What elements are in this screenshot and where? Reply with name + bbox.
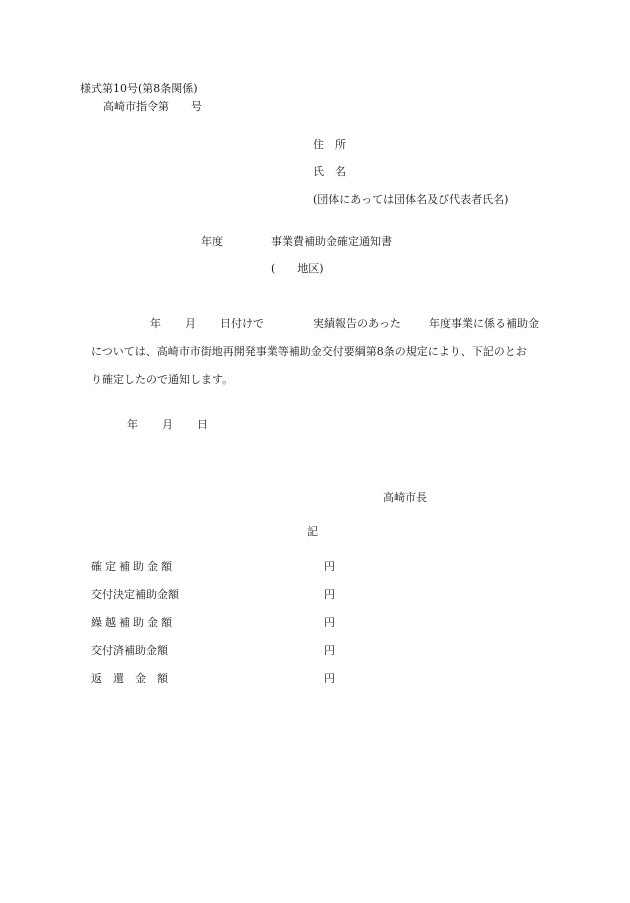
item-confirmed-amount-unit: 円 [324, 560, 335, 573]
item-refund-amount-unit: 円 [324, 672, 335, 685]
ki-heading: 記 [307, 525, 318, 538]
body-line2: については、高崎市市街地再開発事業等補助金交付要綱第8条の規定により、下記のとお [91, 345, 527, 358]
body-year: 年 [150, 317, 161, 330]
body-date: 日付けで [220, 317, 264, 330]
item-confirmed-amount-label: 確定補助金額 [91, 560, 175, 573]
form-number: 様式第10号(第8条関係) [80, 82, 198, 95]
district-label: ( 地区) [271, 262, 324, 275]
directive-number: 高崎市指令第 号 [103, 100, 202, 113]
item-carryover-amount-unit: 円 [324, 616, 335, 629]
signer: 高崎市長 [383, 491, 427, 504]
date-month: 月 [162, 418, 173, 431]
date-day: 日 [197, 418, 208, 431]
body-month: 月 [185, 317, 196, 330]
item-paid-amount-unit: 円 [324, 644, 335, 657]
address-label: 住 所 [313, 138, 346, 151]
body-line3: り確定したので通知します。 [91, 373, 234, 386]
document-title: 事業費補助金確定通知書 [271, 235, 392, 248]
title-year: 年度 [201, 235, 223, 248]
group-note: (団体にあっては団体名及び代表者氏名) [313, 193, 509, 206]
item-refund-amount-label: 返 還 金 額 [91, 672, 168, 685]
body-year-project: 年度事業に係る補助金 [429, 317, 539, 330]
item-paid-amount-label: 交付済補助金額 [91, 644, 168, 657]
item-decided-amount-unit: 円 [324, 588, 335, 601]
name-label: 氏 名 [313, 165, 346, 178]
body-report: 実績報告のあった [313, 317, 401, 330]
item-decided-amount-label: 交付決定補助金額 [91, 588, 179, 601]
date-year: 年 [127, 418, 138, 431]
item-carryover-amount-label: 繰越補助金額 [91, 616, 175, 629]
